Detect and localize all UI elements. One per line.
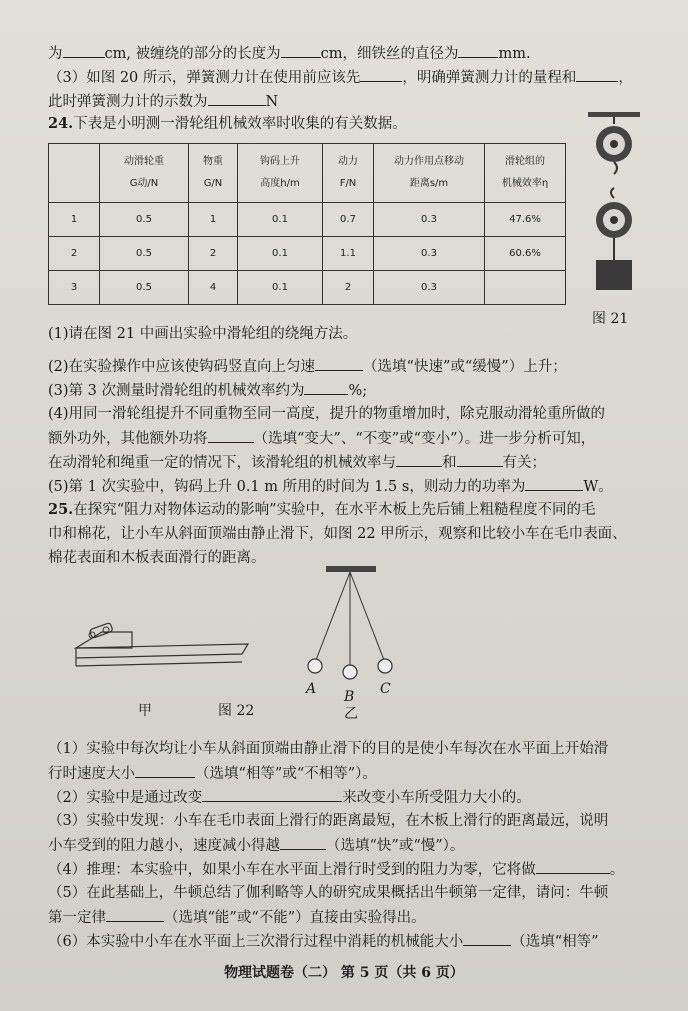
answer-blank[interactable] xyxy=(315,355,363,371)
text-line xyxy=(48,858,624,881)
table-cell: 0.1 xyxy=(238,203,323,237)
table-cell: 0.1 xyxy=(238,237,323,271)
text: (2)在实验操作中应该使钩码竖直向上匀速 xyxy=(48,359,316,375)
header-cell: 物重 G/N xyxy=(189,144,238,203)
text-line xyxy=(48,786,531,809)
text: W。 xyxy=(583,479,613,495)
answer-blank[interactable] xyxy=(463,930,511,946)
data-table xyxy=(48,143,566,305)
table-row xyxy=(49,237,566,271)
text: 。 xyxy=(609,862,625,878)
text: 额外功外，其他额外功将 xyxy=(48,431,208,447)
answer-blank[interactable] xyxy=(281,42,321,58)
text: ， xyxy=(618,70,633,86)
text: cm，细铁丝的直径为 xyxy=(320,46,459,62)
pendulum-figure xyxy=(300,562,400,682)
answer-blank[interactable] xyxy=(360,66,402,82)
text-line xyxy=(48,738,608,760)
text: ，明确弹簧测力计的量程和 xyxy=(402,70,577,86)
table-cell: 0.5 xyxy=(100,237,189,271)
text: （3）如图 20 所示，弹簧测力计在使用前应该先 xyxy=(48,70,361,86)
header-cell: 动力作用点移动 距离s/m xyxy=(374,144,485,203)
table-cell: 0.1 xyxy=(238,271,323,305)
table-cell: 1.1 xyxy=(323,237,374,271)
table-header-row xyxy=(49,144,566,203)
table-row xyxy=(49,203,566,237)
table-cell: 0.3 xyxy=(374,237,485,271)
text: （4）推理：本实验中，如果小车在水平面上滑行时受到的阻力为零，它将做 xyxy=(48,862,536,878)
text: （1）实验中每次均让小车从斜面顶端由静止滑下的目的是使小车每次在水平面上开始滑 xyxy=(48,741,609,757)
pendulum-bob-b xyxy=(343,665,357,679)
text: 和 xyxy=(442,455,457,471)
table-cell xyxy=(485,271,566,305)
answer-blank[interactable] xyxy=(396,451,442,467)
text-line xyxy=(48,882,608,904)
label-c: C xyxy=(380,681,391,697)
text: 来改变小车所受阻力大小的。 xyxy=(342,790,531,806)
table-cell: 2 xyxy=(189,237,238,271)
text: 在动滑轮和绳重一定的情况下，该滑轮组的机械效率与 xyxy=(48,455,396,471)
answer-blank[interactable] xyxy=(576,66,618,82)
table-cell: 47.6% xyxy=(485,203,566,237)
text: %; xyxy=(348,383,368,399)
table-cell: 4 xyxy=(189,271,238,305)
pendulum-support xyxy=(326,566,376,572)
text: 下表是小明测一滑轮组机械效率时收集的有关数据。 xyxy=(73,116,407,132)
text: （2）实验中是通过改变 xyxy=(48,790,203,806)
text-line xyxy=(48,834,464,857)
question-number: 25. xyxy=(48,501,74,518)
weight-block xyxy=(596,260,632,290)
pendulum-string xyxy=(350,572,384,660)
question-number: 24. xyxy=(48,115,74,132)
hook-icon xyxy=(611,188,614,198)
text: （6）本实验中小车在水平面上三次滑行过程中消耗的机械能大小 xyxy=(48,934,464,950)
text: 第一定律 xyxy=(48,910,106,926)
text-line xyxy=(48,403,605,425)
text: (5)第 1 次实验中，钩码上升 0.1 m 所用的时间为 1.5 s，则动力的功率为 xyxy=(48,479,526,495)
text-line xyxy=(48,42,531,65)
incline-figure xyxy=(72,618,252,674)
text: (4)用同一滑轮组提升不同重物至同一高度，提升的物重增加时，除克服动滑轮重所做的 xyxy=(48,406,606,422)
answer-blank[interactable] xyxy=(135,762,195,778)
text: 有关； xyxy=(502,455,546,471)
text-line xyxy=(48,906,426,929)
text: (1)请在图 21 中画出实验中滑轮组的绕绳方法。 xyxy=(48,326,358,342)
table-cell: 0.5 xyxy=(100,203,189,237)
header-cell xyxy=(49,144,100,203)
label-b: B xyxy=(344,689,355,705)
text-line xyxy=(48,930,599,953)
text: (3)第 3 次测量时滑轮组的机械效率约为 xyxy=(48,383,305,399)
answer-blank[interactable] xyxy=(280,834,326,850)
table-cell: 0.3 xyxy=(374,203,485,237)
answer-blank[interactable] xyxy=(304,379,348,395)
text: 在探究“阻力对物体运动的影响”实验中，在水平木板上先后铺上粗糙程度不同的毛 xyxy=(73,502,596,518)
text-line xyxy=(48,810,608,832)
table-cell: 0.3 xyxy=(374,271,485,305)
table-cell: 0.7 xyxy=(323,203,374,237)
text: （5）在此基础上，牛顿总结了伽利略等人的研究成果概括出牛顿第一定律，请问：牛顿 xyxy=(48,885,609,901)
answer-blank[interactable] xyxy=(458,42,498,58)
text-line xyxy=(48,451,546,474)
header-cell: 钩码上升 高度h/m xyxy=(238,144,323,203)
hook-icon xyxy=(614,162,617,174)
text: 为 xyxy=(48,46,63,62)
text: cm, 被缠绕的部分的长度为 xyxy=(104,46,281,62)
text-line xyxy=(48,323,357,345)
horizontal-board xyxy=(76,644,248,658)
movable-pulley-axle xyxy=(610,216,618,224)
answer-blank[interactable] xyxy=(536,858,610,874)
question-24-title xyxy=(48,113,407,135)
pendulum-bob-a xyxy=(308,659,322,673)
text-line xyxy=(48,90,278,113)
table-cell: 0.5 xyxy=(100,271,189,305)
text: 棉花表面和木板表面滑行的距离。 xyxy=(48,550,266,566)
table-cell: 2 xyxy=(49,237,100,271)
cart-icon xyxy=(89,622,113,638)
text-line xyxy=(48,66,633,89)
answer-blank[interactable] xyxy=(106,906,164,922)
header-cell: 动滑轮重 G动/N xyxy=(100,144,189,203)
text: （选填“相等” xyxy=(511,934,599,950)
text: mm. xyxy=(498,46,531,62)
page-footer: 物理试题卷（二） 第 5 页（共 6 页） xyxy=(224,965,464,981)
text-line xyxy=(48,499,596,521)
table-cell: 1 xyxy=(49,203,100,237)
answer-blank[interactable] xyxy=(525,475,583,491)
text: 此时弹簧测力计的示数为 xyxy=(48,94,208,110)
text-line xyxy=(48,762,377,785)
answer-blank[interactable] xyxy=(457,451,503,467)
text: 小车受到的阻力越小，速度减小得越 xyxy=(48,838,280,854)
ceiling-mount xyxy=(588,112,640,117)
text-line xyxy=(48,379,367,402)
answer-blank[interactable] xyxy=(208,90,266,106)
text-line xyxy=(48,475,613,498)
text: （选填“变大”、“不变”或“变小”）。进一步分析可知， xyxy=(253,431,596,447)
text: （3）实验中发现：小车在毛巾表面上滑行的距离最短，在木板上滑行的距离最远，说明 xyxy=(48,813,609,829)
text: （选填“相等”或“不相等”）。 xyxy=(195,766,377,782)
figure-22-yi-label: 乙 xyxy=(344,706,358,722)
text-line xyxy=(48,523,627,545)
figure-21-label: 图 21 xyxy=(592,311,629,327)
text-line xyxy=(48,427,595,450)
header-cell: 滑轮组的 机械效率η xyxy=(485,144,566,203)
text: （选填“快”或“慢”）。 xyxy=(326,838,465,854)
text-line xyxy=(48,355,567,378)
board-edge xyxy=(76,662,242,666)
table-cell: 1 xyxy=(189,203,238,237)
answer-blank[interactable] xyxy=(63,42,105,58)
text: （选填“快速”或“缓慢”）上升； xyxy=(363,359,567,375)
table-cell: 3 xyxy=(49,271,100,305)
label-a: A xyxy=(306,681,317,697)
text: N xyxy=(265,94,279,110)
pulley-figure xyxy=(578,108,650,308)
table-cell: 2 xyxy=(323,271,374,305)
text: 巾和棉花，让小车从斜面顶端由静止滑下，如图 22 甲所示，观察和比较小车在毛巾表面、 xyxy=(48,526,627,542)
text: （选填“能”或“不能”）直接由实验得出。 xyxy=(164,910,426,926)
header-cell: 动力 F/N xyxy=(323,144,374,203)
fixed-pulley-axle xyxy=(610,140,618,148)
figure-22-caption: 图 22 xyxy=(218,703,255,719)
pendulum-bob-c xyxy=(378,659,392,673)
table-cell: 60.6% xyxy=(485,237,566,271)
text-line xyxy=(48,547,266,569)
text: 行时速度大小 xyxy=(48,766,135,782)
figure-22-jia-label: 甲 xyxy=(138,703,152,719)
answer-blank[interactable] xyxy=(202,786,342,802)
answer-blank[interactable] xyxy=(208,427,254,443)
table-row xyxy=(49,271,566,305)
pendulum-string xyxy=(316,572,350,660)
